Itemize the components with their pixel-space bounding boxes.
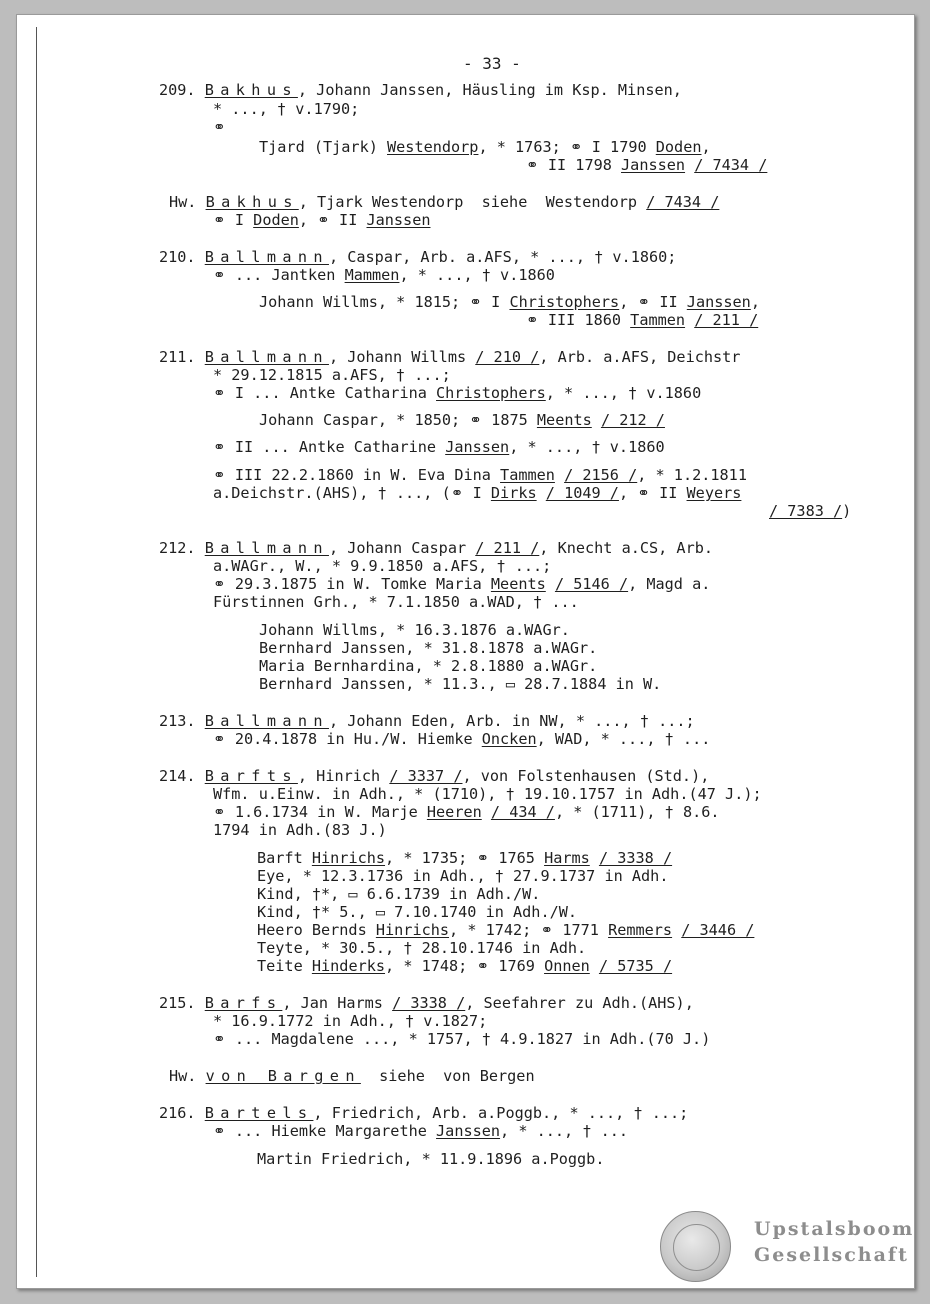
underlined-text: Bartels (204, 1104, 314, 1122)
underlined-text: / 211 / (694, 311, 759, 329)
text-span: , WAD, * ..., † ... (536, 730, 711, 748)
text-span: , * 1742; ⚭ 1771 (449, 921, 609, 939)
underlined-text: / 7434 / (646, 193, 720, 211)
text-line-35 (257, 867, 668, 885)
text-span: Bernhard Janssen, * 31.8.1878 a.WAGr. (259, 639, 598, 657)
underlined-text: Harms (544, 849, 590, 867)
text-span (672, 921, 681, 939)
text-line-7 (213, 211, 431, 229)
text-span: 212. (159, 539, 205, 557)
text-line-11 (526, 311, 758, 329)
document-text (17, 15, 914, 1288)
underlined-text: Hinrichs (375, 921, 450, 939)
underlined-text: Ballmann (204, 712, 329, 730)
text-span: , ⚭ II (298, 211, 367, 229)
underlined-text: Weyers (686, 484, 742, 502)
text-span: , * 1735; ⚭ 1765 (385, 849, 545, 867)
text-span (482, 803, 491, 821)
text-line-3 (213, 118, 226, 136)
text-span: ⚭ III 22.2.1860 in W. Eva Dina (213, 466, 501, 484)
underlined-text: / 7383 / (769, 502, 843, 520)
text-span: , (750, 293, 760, 311)
text-span: a.Deichstr.(AHS), † ..., (⚭ I (213, 484, 491, 502)
text-span: 214. (159, 767, 205, 785)
text-span: Teyte, * 30.5., † 28.10.1746 in Adh. (257, 939, 587, 957)
text-span: Teite (257, 957, 312, 975)
text-span: , Knecht a.CS, Arb. (539, 539, 714, 557)
text-span: , * 1763; ⚭ I 1790 (478, 138, 656, 156)
text-span: , Magd a. (628, 575, 711, 593)
underlined-text: Barfs (204, 994, 283, 1012)
text-span: ⚭ I (213, 211, 254, 229)
text-span: 215. (159, 994, 205, 1012)
text-span (555, 466, 564, 484)
text-span: * 29.12.1815 a.AFS, † ...; (213, 366, 451, 384)
text-span: , * ..., † ... (500, 1122, 629, 1140)
text-line-38 (257, 921, 754, 939)
text-line-25 (259, 639, 597, 657)
underlined-text: / 210 / (475, 348, 540, 366)
text-span: , Hinrich (297, 767, 390, 785)
text-span: ⚭ II ... Antke Catharine (213, 438, 446, 456)
page-number: - 33 - (463, 54, 521, 73)
text-span: , Tjark Westendorp siehe Westendorp (298, 193, 647, 211)
text-line-5 (526, 156, 767, 174)
underlined-text: Tammen (630, 311, 686, 329)
text-span (685, 156, 694, 174)
text-line-43 (213, 1030, 710, 1048)
text-span (537, 484, 546, 502)
text-line-15 (259, 411, 665, 429)
underlined-text: Barfts (204, 767, 298, 785)
underlined-text: / 2156 / (564, 466, 638, 484)
text-span (546, 575, 555, 593)
text-span: , Johann Willms (328, 348, 476, 366)
text-line-1 (159, 81, 682, 99)
underlined-text: Meents (536, 411, 592, 429)
underlined-text: Westendorp (387, 138, 479, 156)
underlined-text: / 3338 / (598, 849, 673, 867)
text-span: , ⚭ II (618, 484, 687, 502)
text-line-14 (213, 384, 701, 402)
text-line-26 (259, 657, 597, 675)
text-line-44 (169, 1067, 535, 1085)
text-span: , Seefahrer zu Adh.(AHS), (465, 994, 694, 1012)
text-span: 210. (159, 248, 205, 266)
text-span: Kind, †* 5., ▭ 7.10.1740 in Adh./W. (257, 903, 578, 921)
underlined-text: Doden (655, 138, 702, 156)
underlined-text: Hinrichs (311, 849, 386, 867)
underlined-text: Janssen (436, 1122, 501, 1140)
text-span: ⚭ ... Jantken (213, 266, 345, 284)
text-line-31 (213, 785, 762, 803)
text-span: , * (1711), † 8.6. (554, 803, 720, 821)
underlined-text: Onnen (544, 957, 590, 975)
text-span: Johann Willms, * 16.3.1876 a.WAGr. (259, 621, 570, 639)
text-span: , (701, 138, 711, 156)
underlined-text: Ballmann (204, 348, 329, 366)
underlined-text: Janssen (445, 438, 510, 456)
text-line-32 (213, 803, 720, 821)
text-line-9 (213, 266, 555, 284)
text-line-47 (257, 1150, 604, 1168)
text-span: , ⚭ II (619, 293, 687, 311)
text-line-20 (159, 539, 713, 557)
underlined-text: Janssen (621, 156, 686, 174)
text-span: , von Folstenhausen (Std.), (462, 767, 710, 785)
underlined-text: Meents (490, 575, 546, 593)
text-line-16 (213, 438, 665, 456)
text-span: ⚭ I ... Antke Catharina (213, 384, 437, 402)
text-span: ⚭ 1.6.1734 in W. Marje (213, 803, 427, 821)
text-span: Tjard (Tjark) (259, 138, 388, 156)
text-line-22 (213, 575, 710, 593)
underlined-text: / 3446 / (681, 921, 755, 939)
text-line-19 (769, 502, 851, 520)
underlined-text: von Bargen (205, 1067, 361, 1085)
text-span: Maria Bernhardina, * 2.8.1880 a.WAGr. (259, 657, 598, 675)
text-span: , Jan Harms (282, 994, 393, 1012)
text-line-6 (169, 193, 719, 211)
watermark-line-2: Gesellschaft (754, 1244, 909, 1266)
underlined-text: Mammen (344, 266, 400, 284)
underlined-text: Bakhus (205, 193, 299, 211)
text-span: * 16.9.1772 in Adh., † v.1827; (213, 1012, 488, 1030)
underlined-text: Janssen (686, 293, 751, 311)
text-span: Martin Friedrich, * 11.9.1896 a.Poggb. (257, 1150, 605, 1168)
text-line-41 (159, 994, 694, 1012)
underlined-text: / 5735 / (598, 957, 673, 975)
text-line-40 (257, 957, 672, 975)
underlined-text: Bakhus (204, 81, 298, 99)
text-line-24 (259, 621, 570, 639)
text-span: , * ..., † v.1860 (399, 266, 555, 284)
text-span: * ..., † v.1790; (213, 100, 360, 118)
text-span: ⚭ ... Hiemke Margarethe (213, 1122, 437, 1140)
text-line-13 (213, 366, 451, 384)
text-span: , Johann Eden, Arb. in NW, * ..., † ...; (328, 712, 695, 730)
underlined-text: / 1049 / (545, 484, 619, 502)
text-line-18 (213, 484, 741, 502)
underlined-text: Christophers (509, 293, 620, 311)
text-span: , Arb. a.AFS, Deichstr (539, 348, 741, 366)
text-line-23 (213, 593, 579, 611)
text-line-8 (159, 248, 676, 266)
text-span (590, 957, 599, 975)
text-line-21 (213, 557, 551, 575)
underlined-text: Doden (253, 211, 299, 229)
underlined-text: Janssen (366, 211, 431, 229)
text-span: 213. (159, 712, 205, 730)
text-span: ⚭ (213, 118, 226, 136)
text-line-46 (213, 1122, 628, 1140)
text-line-29 (213, 730, 710, 748)
text-span (685, 311, 694, 329)
underlined-text: / 212 / (600, 411, 665, 429)
text-span: ⚭ 20.4.1878 in Hu./W. Hiemke (213, 730, 482, 748)
underlined-text: Tammen (500, 466, 555, 484)
underlined-text: Heeren (426, 803, 482, 821)
underlined-text: / 3338 / (392, 994, 466, 1012)
text-line-37 (257, 903, 577, 921)
text-span: Fürstinnen Grh., * 7.1.1850 a.WAD, † ... (213, 593, 579, 611)
text-line-12 (159, 348, 740, 366)
underlined-text: / 211 / (475, 539, 540, 557)
underlined-text: / 434 / (490, 803, 555, 821)
text-line-17 (213, 466, 747, 484)
text-span: , * 1748; ⚭ 1769 (385, 957, 545, 975)
watermark-line-1: Upstalsboom (754, 1218, 915, 1240)
text-span: a.WAGr., W., * 9.9.1850 a.AFS, † ...; (213, 557, 552, 575)
underlined-text: Ballmann (204, 539, 329, 557)
text-span: , Caspar, Arb. a.AFS, * ..., † v.1860; (328, 248, 677, 266)
underlined-text: Ballmann (204, 248, 329, 266)
text-span: , Friedrich, Arb. a.Poggb., * ..., † ...; (313, 1104, 689, 1122)
text-line-30 (159, 767, 709, 785)
underlined-text: Remmers (608, 921, 673, 939)
text-span (592, 411, 601, 429)
text-line-2 (213, 100, 359, 118)
text-line-33 (213, 821, 387, 839)
text-span: , Johann Janssen, Häusling im Ksp. Minsen, (297, 81, 682, 99)
underlined-text: Christophers (436, 384, 546, 402)
text-line-34 (257, 849, 672, 867)
underlined-text: Dirks (490, 484, 537, 502)
text-span: Bernhard Janssen, * 11.3., ▭ 28.7.1884 in W. (259, 675, 662, 693)
text-span: Hw. (169, 193, 206, 211)
text-span: siehe von Bergen (360, 1067, 535, 1085)
text-span (590, 849, 599, 867)
underlined-text: / 5146 / (554, 575, 629, 593)
text-span: Kind, †*, ▭ 6.6.1739 in Adh./W. (257, 885, 541, 903)
text-line-42 (213, 1012, 487, 1030)
text-span: , Johann Caspar (328, 539, 476, 557)
text-span: Eye, * 12.3.1736 in Adh., † 27.9.1737 in Adh. (257, 867, 669, 885)
text-span: 216. (159, 1104, 205, 1122)
text-span: Hw. (169, 1067, 206, 1085)
text-span: 1794 in Adh.(83 J.) (213, 821, 387, 839)
text-span: ⚭ II 1798 (526, 156, 622, 174)
text-span: ⚭ 29.3.1875 in W. Tomke Maria (213, 575, 491, 593)
underlined-text: Oncken (481, 730, 537, 748)
text-span: Johann Willms, * 1815; ⚭ I (259, 293, 510, 311)
text-span: Wfm. u.Einw. in Adh., * (1710), † 19.10.1757 in Adh.(47 J.); (213, 785, 762, 803)
text-line-27 (259, 675, 661, 693)
text-line-10 (259, 293, 760, 311)
document-page (16, 14, 915, 1289)
text-span: 211. (159, 348, 205, 366)
underlined-text: / 3337 / (389, 767, 463, 785)
text-span: Johann Caspar, * 1850; ⚭ 1875 (259, 411, 537, 429)
text-span: Heero Bernds (257, 921, 376, 939)
text-span: 209. (159, 81, 205, 99)
underlined-text: Hinderks (311, 957, 386, 975)
seal-logo-icon (660, 1211, 731, 1282)
text-span: ) (842, 502, 852, 520)
text-span: , * ..., † v.1860 (509, 438, 665, 456)
text-line-39 (257, 939, 586, 957)
text-line-36 (257, 885, 540, 903)
text-line-28 (159, 712, 695, 730)
text-span: , * 1.2.1811 (637, 466, 747, 484)
text-span: , * ..., † v.1860 (545, 384, 702, 402)
underlined-text: / 7434 / (694, 156, 768, 174)
text-span: ⚭ ... Magdalene ..., * 1757, † 4.9.1827 in Adh.(70 J.) (213, 1030, 711, 1048)
text-line-45 (159, 1104, 688, 1122)
text-line-4 (259, 138, 711, 156)
text-span: Barft (257, 849, 312, 867)
text-span: ⚭ III 1860 (526, 311, 631, 329)
